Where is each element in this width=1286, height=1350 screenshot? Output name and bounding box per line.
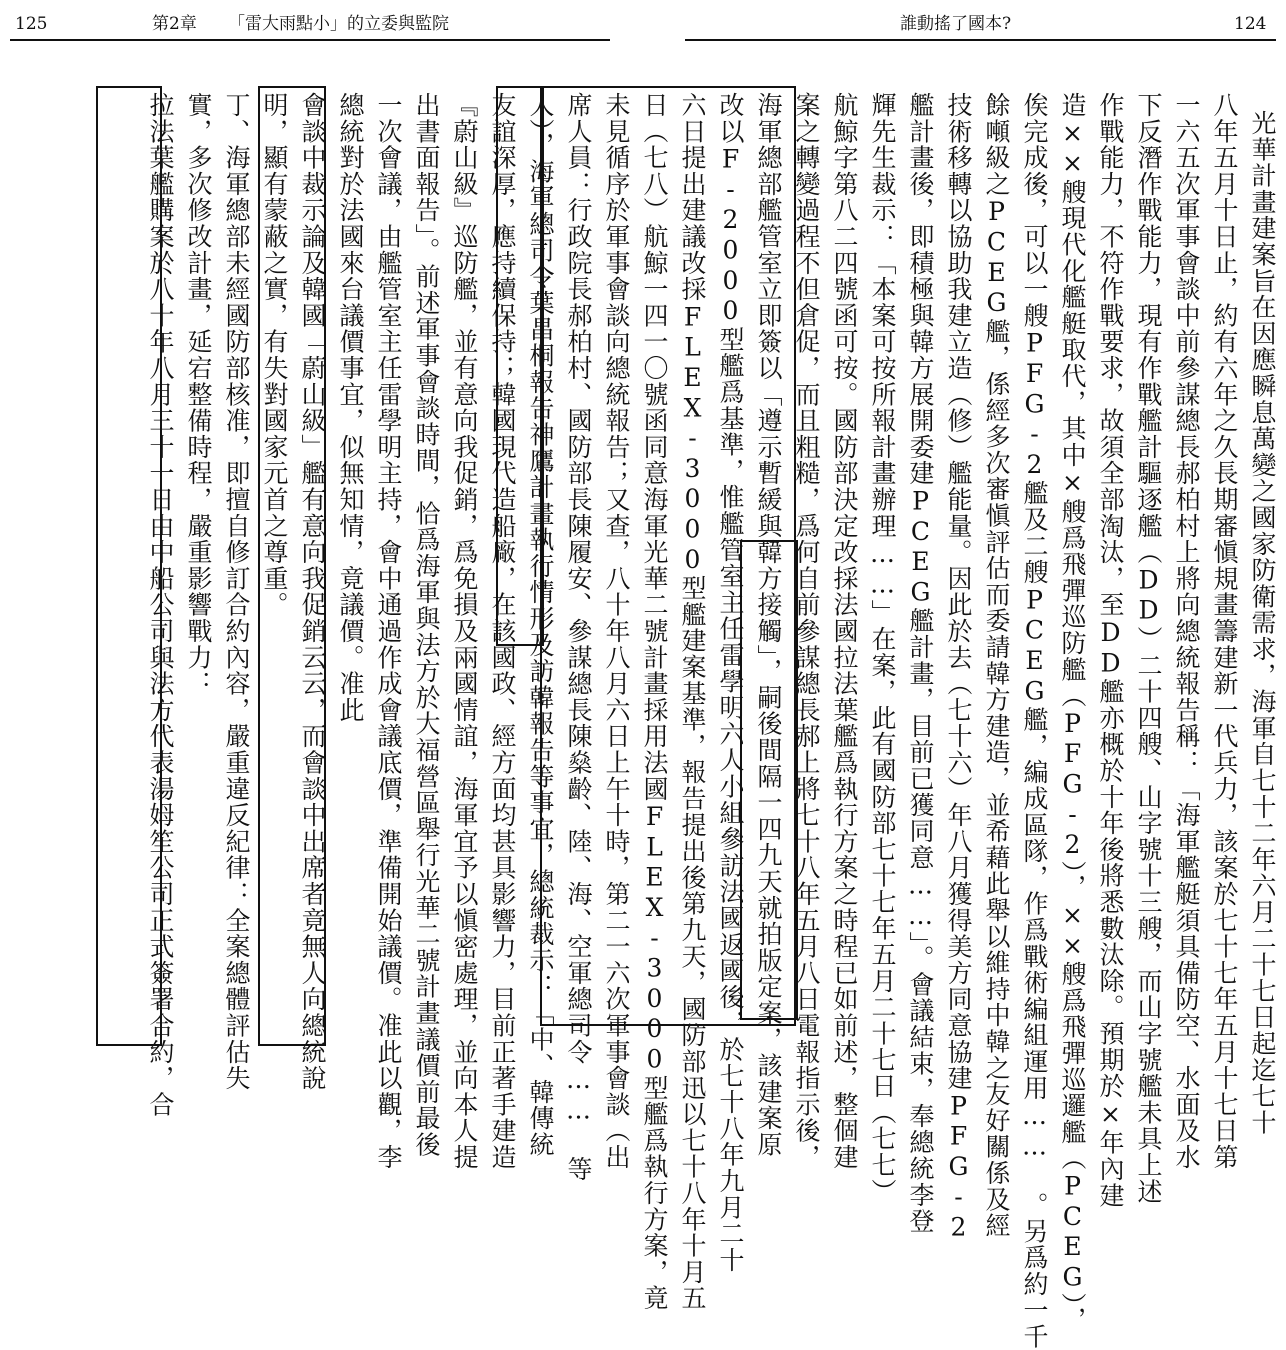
highlight-box bbox=[540, 86, 796, 1026]
left-chapter-label: 第2章 bbox=[152, 14, 197, 34]
right-page-number: 124 bbox=[1234, 14, 1267, 34]
right-page-column: 改以F-2000型艦爲基準，惟艦管室主任雷學明六人小組參訪法國返國後，於七十八年九月二十 bbox=[716, 92, 745, 1274]
right-page-column: 人），海軍總司令葉昌桐報告神鷹計畫執行情形及訪韓報告等事宜，總統裁示：「中、韓傳統 bbox=[526, 92, 555, 1158]
right-page-column: 一六五次軍事會談中前參謀總長郝柏村上將向總統報告稱：「海軍艦艇須具備防空、水面及水 bbox=[1172, 92, 1201, 1171]
left-page-column: 總統對於法國來台議價事宜，似無知情，竟議價。准此 bbox=[336, 92, 365, 724]
right-page-column: 餘噸級之PCEG艦，係經多次審愼評估而委請韓方建造，並希藉此舉以維持中韓之友好關係及經 bbox=[982, 92, 1011, 1239]
right-header-rule bbox=[685, 39, 1276, 41]
right-page-column: 友誼深厚，應持續保持；韓國現代造船廠，在該國政、經方面均甚具影響力，目前正著手建造 bbox=[488, 92, 517, 1171]
right-page-column: 未見循序於軍事會談向總統報告；又查，八十年八月六日上午十時，第二一六次軍事會談（出 bbox=[602, 92, 631, 1171]
right-page-column: 八年五月十日止，約有六年之久長期審愼規畫籌建新一代兵力，該案於七十七年五月十七日第 bbox=[1210, 92, 1239, 1171]
right-page-column: 出書面報告」。前述軍事會談時間，恰爲海軍與法方於大福營區舉行光華二號計畫議價前最後 bbox=[412, 92, 441, 1158]
right-page-column: 席人員：行政院長郝柏村、國防部長陳履安、參謀總長陳燊齡、陸、海、空軍總司令…… 等 bbox=[564, 92, 593, 1183]
right-page-column: 光華計畫建案旨在因應瞬息萬變之國家防衛需求，海軍自七十二年六月二十七日起迄七十 bbox=[1248, 110, 1277, 1136]
left-header-rule bbox=[10, 39, 610, 41]
right-page-column: 下反潛作戰能力，現有作戰艦計驅逐艦（DD）二十四艘、山字號十三艘，而山字號艦未具上述 bbox=[1134, 92, 1163, 1205]
right-page-column: 艦計畫後，即積極與韓方展開委建PCEG艦計畫，目前已獲同意……」。會議結束，奉總統李登 bbox=[906, 92, 935, 1235]
left-page-column: 實，多次修改計畫，延宕整備時程，嚴重影響戰力： bbox=[184, 92, 213, 697]
left-chapter-title: 「雷大雨點小」的立委與監院 bbox=[228, 14, 449, 34]
right-page-column: 海軍總部艦管室立即簽以「遵示暫緩與韓方接觸」，嗣後間隔一四九天就拍版定案，該建案原 bbox=[754, 92, 783, 1158]
left-page-number: 125 bbox=[15, 14, 48, 34]
right-page-column: 案之轉變過程不但倉促，而且粗糙，爲何自前參謀總長郝上將七十八年五月八日電報指示後， bbox=[792, 92, 821, 1171]
right-page-column: 作戰能力，不符作戰要求，故須全部淘汰，至DD艦亦概於十年後將悉數汰除。預期於×年內建 bbox=[1096, 92, 1125, 1209]
highlight-box bbox=[496, 86, 544, 646]
right-page-column: 技術移轉以協助我建立造（修）艦能量。因此於去（七十六）年八月獲得美方同意協建PFG-2 bbox=[944, 92, 973, 1243]
right-page-column: 俟完成後，可以一艘PFG-2艦及二艘PCEG艦，編成區隊，作爲戰術編組運用…… 。另爲約一千 bbox=[1020, 92, 1049, 1350]
right-page-column: 日（七八）航鯨一四一〇號函同意海軍光華二號計畫採用法國FLEX-3000型艦爲執行方案，竟 bbox=[640, 92, 669, 1312]
right-page-column: 造××艘現代化艦艇取代，其中×艘爲飛彈巡防艦（PFG-2），××艘爲飛彈巡邏艦（PCEG）， bbox=[1058, 92, 1087, 1333]
highlight-box bbox=[258, 86, 326, 1046]
highlight-box bbox=[96, 86, 162, 1046]
right-page-column: 『蔚山級』巡防艦，並有意向我促銷，爲免損及兩國情誼，海軍宜予以愼密處理，並向本人提 bbox=[450, 92, 479, 1171]
right-page-column: 輝先生裁示：「本案可按所報計畫辦理……」在案，此有國防部七十七年五月二十七日（七七） bbox=[868, 92, 897, 1205]
left-page-column: 拉法葉艦購案於八十年八月三十一日由中船公司與法方代表湯姆笙公司正式簽署合約，合 bbox=[146, 92, 175, 1118]
right-chapter-title: 誰動搖了國本? bbox=[900, 14, 1012, 34]
right-page-column: 一次會議，由艦管室主任雷學明主持，會中通過作成會議底價，準備開始議價。准此以觀，李 bbox=[374, 92, 403, 1171]
right-page-column: 六日提出建議改採FLEX-3000型艦建案基準，報告提出後第九天，國防部迅以七十八年十月五 bbox=[678, 92, 707, 1312]
left-page-column: 丁、海軍總部未經國防部核准，即擅自修訂合約內容，嚴重違反紀律：全案總體評估失 bbox=[222, 92, 251, 1092]
right-page-column: 航鯨字第八二四號函可按。國防部決定改採法國拉法葉艦爲執行方案之時程已如前述，整個建 bbox=[830, 92, 859, 1171]
left-page-column: 明，顯有蒙蔽之實，有失對國家元首之尊重。 bbox=[260, 92, 289, 618]
left-page-column: 會談中裁示論及韓國「蔚山級」艦有意向我促銷云云，而會談中出席者竟無人向總統說 bbox=[298, 92, 327, 1092]
